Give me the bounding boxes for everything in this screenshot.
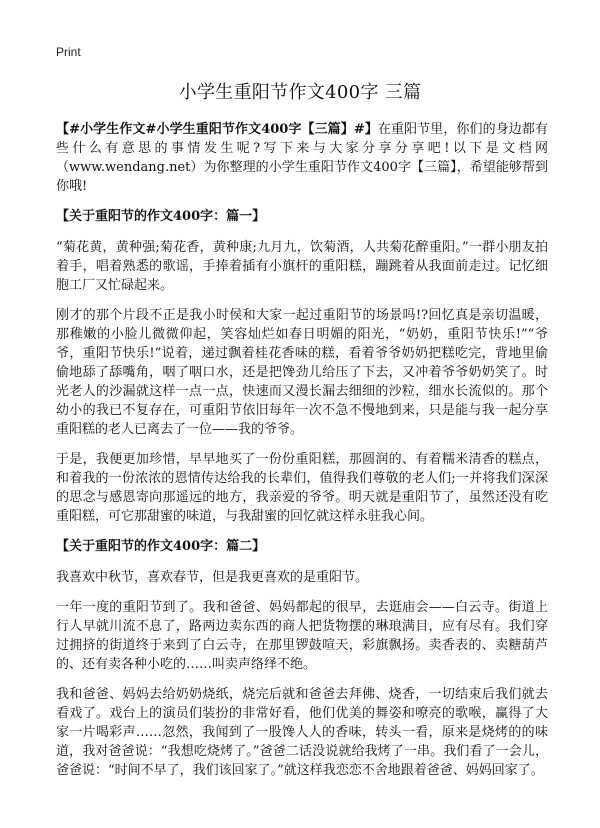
intro-text: 在重阳节里，你们的身边都有些什么有意思的事情发生呢?写下来与大家分享分享吧!以下是文档网（www.wendang.net）为你整理的小学生重阳节作文400字【三篇】，希望能够帮到你哦! [56,122,548,194]
section-heading-1: 【关于重阳节的作文400字：篇一】 [56,209,266,224]
section-heading-2: 【关于重阳节的作文400字：篇二】 [56,539,266,554]
page-title: 小学生重阳节作文400字 三篇 [178,82,422,103]
article-body [56,120,548,791]
paragraph: 于是，我便更加珍惜，早早地买了一份份重阳糕，那圆润的、有着糯米清香的糕点，和着我的一份浓浓的恩情传达给我的长辈们，值得我们尊敬的老人们;一并将我们深深的思念与感恩寄向那遥远的地方，我亲爱的爷爷。明天就是重阳节了，虽然还没有吃重阳糕，可它那甜蜜的味道，与我甜蜜的回忆就这样永驻我心间。 [56,452,548,524]
intro-paragraph [56,120,548,196]
paragraph: 刚才的那个片段不正是我小时侯和大家一起过重阳节的场景吗!?回忆真是亲切温暖，那稚嫩的小脸儿微微仰起，笑容灿烂如春日明媚的阳光，“奶奶，重阳节快乐!”“爷爷，重阳节快乐!”说着，递过飘着桂花香味的糕，看着爷爷奶奶把糕吃完，背地里偷偷地舔了舔嘴角，咽了咽口水，还是把馋劲儿给压了下去，又冲着爷爷奶奶笑了。时光老人的沙漏就这样一点一点，快速而又漫长漏去细细的沙粒，细水长流似的。那个幼小的我已不复存在，可重阳节依旧每年一次不急不慢地到来，只是能与我一起分享重阳糕的老人已离去了一位——我的爷爷。 [56,308,548,437]
paragraph: 我和爸爸、妈妈去给奶奶烧纸，烧完后就和爸爸去拜佛、烧香，一切结束后我们就去看戏了。戏台上的演员们装扮的非常好看，他们优美的舞姿和嘹亮的歌喉，赢得了大家一片喝彩声……忽然，我闻到了一股馋人人的香味，转头一看，原来是烧烤的的味道，我对爸爸说：“我想吃烧烤了。”爸爸二话没说就给我烤了一串。我们看了一会儿，爸爸说：“时间不早了，我们该回家了。”就这样我恋恋不舍地跟着爸爸、妈妈回家了。 [56,687,548,778]
print-label: Print [56,45,81,59]
intro-tag: 【#小学生作文#小学生重阳节作文400字【三篇】#】 [56,122,378,137]
paragraph: 我喜欢中秋节，喜欢春节，但是我更喜欢的是重阳节。 [56,570,369,585]
paragraph: “菊花黄，黄种强;菊花香，黄种康;九月九，饮菊酒，人共菊花醉重阳。”一群小朋友拍着手，唱着熟悉的歌谣，手捧着插有小旗杆的重阳糕，蹦跳着从我面前走过。记忆细胞工厂又忙碌起来。 [56,240,548,293]
paragraph: 一年一度的重阳节到了。我和爸爸、妈妈都起的很早，去逛庙会——白云寺。街道上行人早就川流不息了，路两边卖东西的商人把货物摆的琳琅满目，应有尽有。我们穿过拥挤的街道终于来到了白云寺，在那里锣鼓喧天，彩旗飘扬。卖香表的、卖糖葫芦的、还有卖各种小吃的……叫卖声络绎不绝。 [56,600,548,672]
